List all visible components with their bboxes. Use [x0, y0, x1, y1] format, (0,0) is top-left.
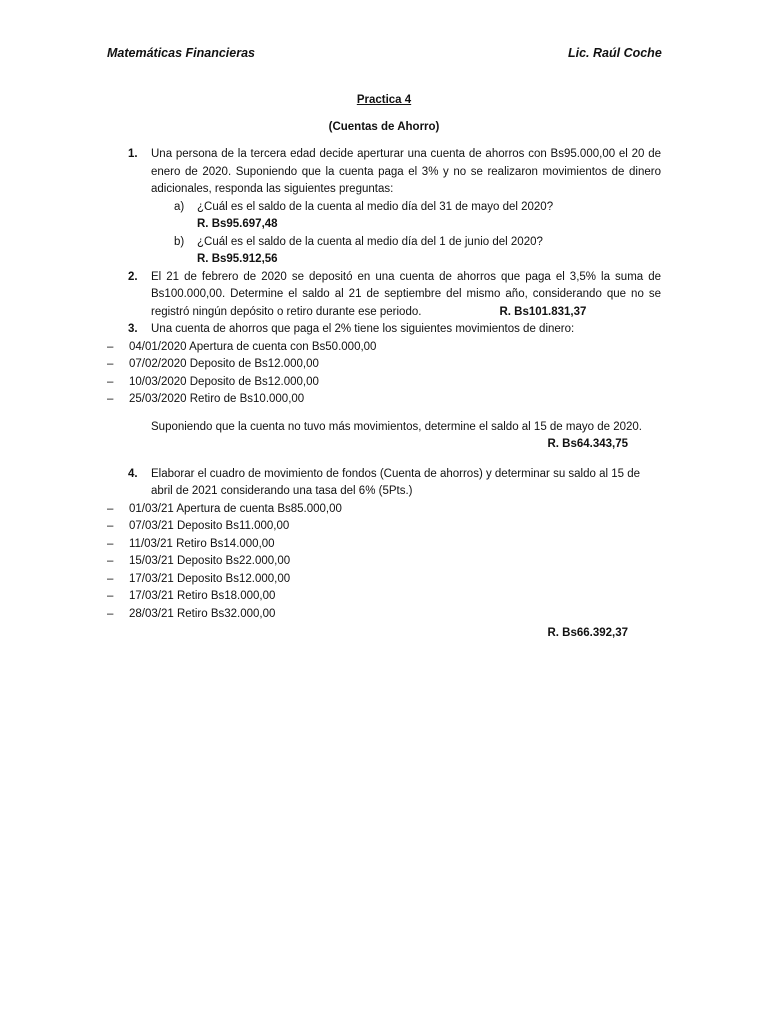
exercise-list — [107, 146, 661, 643]
question-3 — [107, 321, 661, 339]
list-item: – 10/03/2020 Deposito de Bs12.000,00 — [107, 374, 661, 392]
page-title: Practica 4 — [356, 94, 412, 106]
question-text: Una persona de la tercera edad decide aperturar una cuenta de ahorros con Bs95.000,00 el 20 de enero de 2020. Suponiendo que la cuenta paga el 3% y no se realizaron movimientos de dinero adicionales, responda las siguientes preguntas: — [151, 148, 661, 195]
answer: R. Bs95.697,48 — [197, 218, 278, 230]
question-4 — [107, 466, 661, 501]
answer: R. Bs101.831,37 — [499, 305, 587, 318]
page-subtitle: (Cuentas de Ahorro) — [328, 121, 440, 133]
sub-question-text: ¿Cuál es el saldo de la cuenta al medio día del 31 de mayo del 2020? — [197, 200, 554, 213]
list-item: – 28/03/21 Retiro Bs32.000,00 — [107, 606, 661, 624]
list-item: – 11/03/21 Retiro Bs14.000,00 — [107, 536, 661, 554]
dash-bullet: – — [107, 537, 114, 550]
dash-bullet: – — [107, 590, 114, 602]
question-note: Suponiendo que la cuenta no tuvo más movimientos, determine el saldo al 15 de mayo de 2020. — [151, 420, 642, 433]
list-item: – 17/03/21 Retiro Bs18.000,00 — [107, 588, 661, 606]
dash-bullet: – — [107, 607, 114, 620]
dash-bullet: – — [107, 555, 114, 567]
dash-bullet: – — [107, 393, 114, 405]
list-item: – 15/03/21 Deposito Bs22.000,00 — [107, 553, 661, 571]
dash-bullet: – — [107, 340, 114, 353]
list-item: – 07/03/21 Deposito Bs11.000,00 — [107, 518, 661, 536]
sub-question-a — [151, 199, 661, 217]
sub-question-label: a) — [174, 200, 185, 213]
dash-bullet: – — [107, 520, 114, 532]
answer: R. Bs95.912,56 — [197, 253, 278, 265]
answer: R. Bs66.392,37 — [547, 627, 628, 639]
question-number: 1. — [128, 148, 138, 160]
dash-bullet: – — [107, 572, 114, 585]
course-name: Matemáticas Financieras — [107, 46, 255, 60]
question-text: Una cuenta de ahorros que paga el 2% tiene los siguientes movimientos de dinero: — [151, 323, 575, 335]
question-text: Elaborar el cuadro de movimiento de fondos (Cuenta de ahorros) y determinar su saldo al 15 de abril de 2021 considerando una tasa del 6% (5Pts.) — [151, 467, 641, 497]
dash-bullet: – — [107, 502, 114, 515]
dash-bullet: – — [107, 358, 114, 370]
sub-question-b — [151, 234, 661, 252]
list-item: – 17/03/21 Deposito Bs12.000,00 — [107, 571, 661, 589]
movement-list — [107, 339, 661, 409]
question-1 — [107, 146, 661, 269]
list-item: – 25/03/2020 Retiro de Bs10.000,00 — [107, 391, 661, 409]
list-item: – 07/02/2020 Deposito de Bs12.000,00 — [107, 356, 661, 374]
sub-question-text: ¿Cuál es el saldo de la cuenta al medio día del 1 de junio del 2020? — [197, 235, 543, 248]
list-item: – 04/01/2020 Apertura de cuenta con Bs50.000,00 — [107, 339, 661, 357]
list-item: – 01/03/21 Apertura de cuenta Bs85.000,00 — [107, 501, 661, 519]
question-text: El 21 de febrero de 2020 se depositó en una cuenta de ahorros que paga el 3,5% la suma de Bs100.000,00. Determine el saldo al 21 de septiembre del mismo año, considerando que no se registró ningún depósito o retiro durante ese periodo. — [151, 270, 661, 318]
question-number: 4. — [128, 467, 138, 480]
question-number: 3. — [128, 323, 138, 335]
question-2 — [107, 269, 661, 322]
question-number: 2. — [128, 270, 138, 283]
instructor-name: Lic. Raúl Coche — [568, 46, 662, 60]
answer: R. Bs64.343,75 — [547, 438, 628, 450]
movement-list — [107, 501, 661, 624]
sub-question-label: b) — [174, 235, 185, 248]
dash-bullet: – — [107, 375, 114, 388]
